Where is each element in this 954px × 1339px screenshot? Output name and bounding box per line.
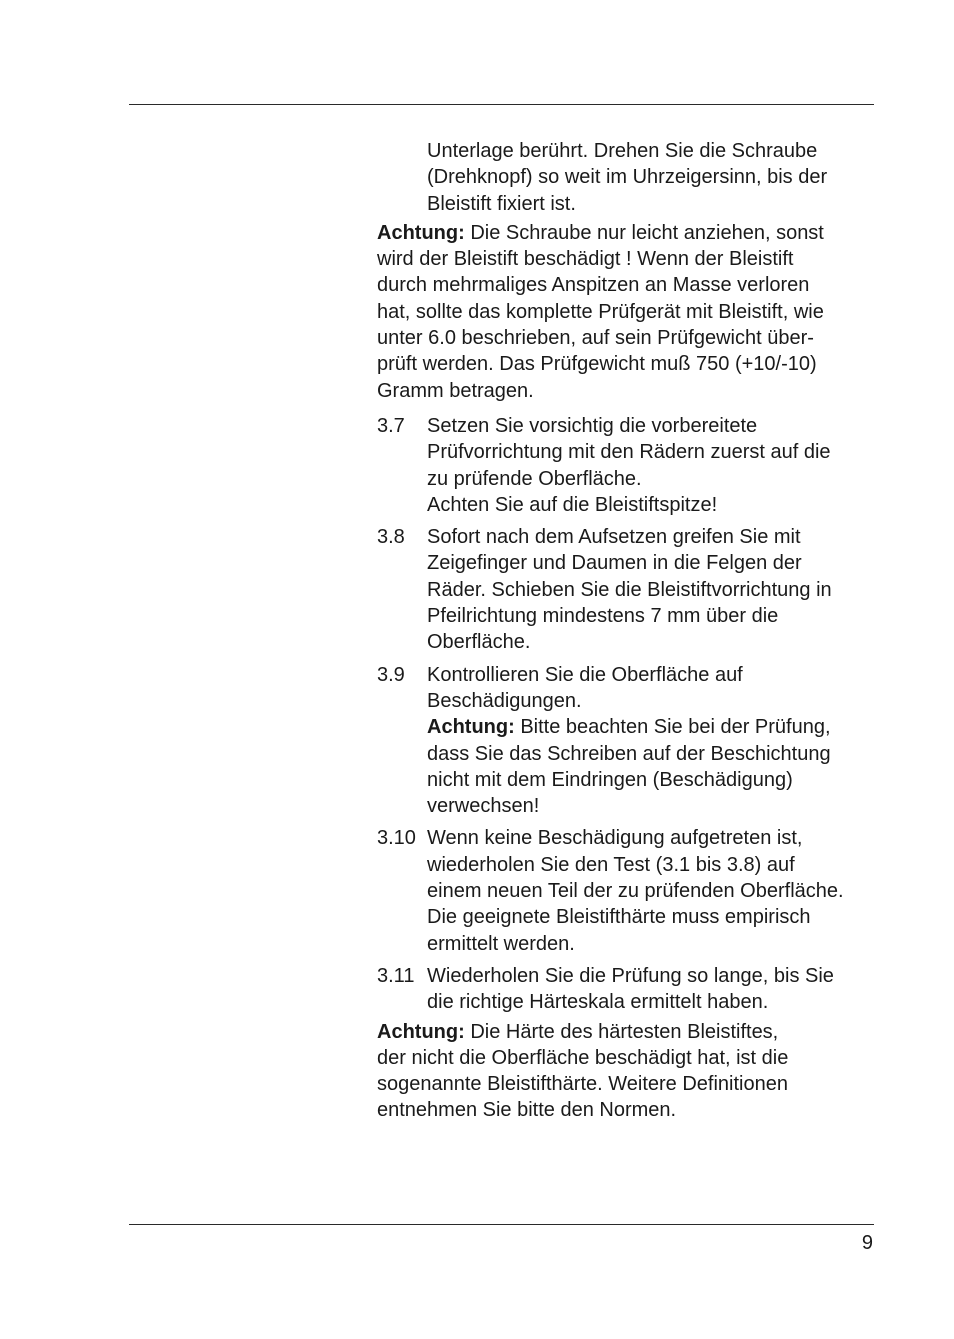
step-line: Die geeignete Bleistifthärte muss empirisch (427, 906, 811, 929)
step-line: Oberfläche. (427, 631, 531, 654)
warning-note-2 (377, 1019, 872, 1124)
step-line: Kontrollieren Sie die Oberfläche auf (427, 663, 743, 686)
warning-text-line: hat, sollte das komplette Prüfgerät mit Bleistift, wie (377, 300, 824, 323)
step-text (427, 825, 872, 956)
intro-line: Unterlage berührt. Drehen Sie die Schraube (427, 140, 818, 162)
step-line: Achten Sie auf die Bleistiftspitze! (427, 493, 718, 516)
step-text (427, 524, 872, 655)
warning-label: Achtung: (377, 1020, 465, 1043)
warning-text-line: durch mehrmaliges Anspitzen an Masse verloren (377, 274, 810, 297)
step-number: 3.9 (377, 663, 405, 686)
intro-paragraph (377, 138, 872, 217)
step-3-10 (377, 825, 872, 956)
step-number: 3.7 (377, 414, 405, 437)
warning-label: Achtung: (427, 716, 515, 739)
step-line: Prüfvorrichtung mit den Rädern zuerst auf die (427, 441, 831, 464)
step-line: zu prüfende Oberfläche. (427, 467, 642, 490)
warning-text: Die Härte des härtesten Bleistiftes, (464, 1020, 779, 1043)
step-line: Wenn keine Beschädigung aufgetreten ist, (427, 827, 803, 850)
step-line: Setzen Sie vorsichtig die vorbereitete (427, 414, 758, 437)
page-number: 9 (861, 1232, 873, 1254)
step-line: Räder. Schieben Sie die Bleistiftvorrichtung in (427, 578, 832, 601)
step-line: nicht mit dem Eindringen (Beschädigung) (427, 768, 793, 791)
step-line: ermittelt werden. (427, 932, 575, 955)
step-line: wiederholen Sie den Test (3.1 bis 3.8) auf (427, 853, 795, 876)
intro-line: (Drehknopf) so weit im Uhrzeigersinn, bis der (427, 166, 828, 189)
step-line: Pfeilrichtung mindestens 7 mm über die (427, 605, 779, 628)
warning-label: Achtung: (377, 221, 465, 244)
warning-text-line: sogenannte Bleistifthärte. Weitere Definitionen (377, 1073, 788, 1096)
step-line: Sofort nach dem Aufsetzen greifen Sie mit (427, 526, 801, 549)
warning-text-line: der nicht die Oberfläche beschädigt hat, ist die (377, 1046, 789, 1069)
step-number: 3.8 (377, 526, 405, 549)
warning-text: Die Schraube nur leicht anziehen, sonst (464, 221, 824, 244)
step-text (427, 662, 872, 820)
header-rule (129, 104, 874, 105)
warning-note-1 (377, 220, 872, 404)
warning-text-line: prüft werden. Das Prüfgewicht muß 750 (+10/-10) (377, 353, 817, 376)
footer-rule (129, 1224, 874, 1225)
step-line: Wiederholen Sie die Prüfung so lange, bis Sie (427, 964, 834, 987)
step-line: Zeigefinger und Daumen in die Felgen der (427, 552, 802, 575)
warning-text-line: Gramm betragen. (377, 379, 534, 402)
step-line: die richtige Härteskala ermittelt haben. (427, 991, 769, 1014)
step-number: 3.10 (377, 827, 416, 850)
step-text (427, 963, 872, 1016)
step-warning (427, 714, 872, 740)
step-3-9 (377, 662, 872, 820)
warning-text-line: wird der Bleistift beschädigt ! Wenn der Bleistift (377, 248, 794, 271)
step-3-11 (377, 963, 872, 1016)
step-number: 3.11 (377, 964, 415, 987)
step-3-8 (377, 524, 872, 655)
warning-text: Bitte beachten Sie bei der Prüfung, (514, 716, 831, 739)
warning-text-line: entnehmen Sie bitte den Normen. (377, 1099, 677, 1122)
step-text (427, 413, 872, 518)
step-line: verwechsen! (427, 795, 540, 818)
intro-line: Bleistift fixiert ist. (427, 192, 576, 215)
step-line: dass Sie das Schreiben auf der Beschichtung (427, 742, 831, 765)
warning-text-line: unter 6.0 beschrieben, auf sein Prüfgewicht über- (377, 327, 814, 350)
main-content (377, 138, 872, 1124)
step-line: Beschädigungen. (427, 689, 582, 712)
step-line: einem neuen Teil der zu prüfenden Oberfläche. (427, 880, 844, 903)
step-3-7 (377, 413, 872, 518)
